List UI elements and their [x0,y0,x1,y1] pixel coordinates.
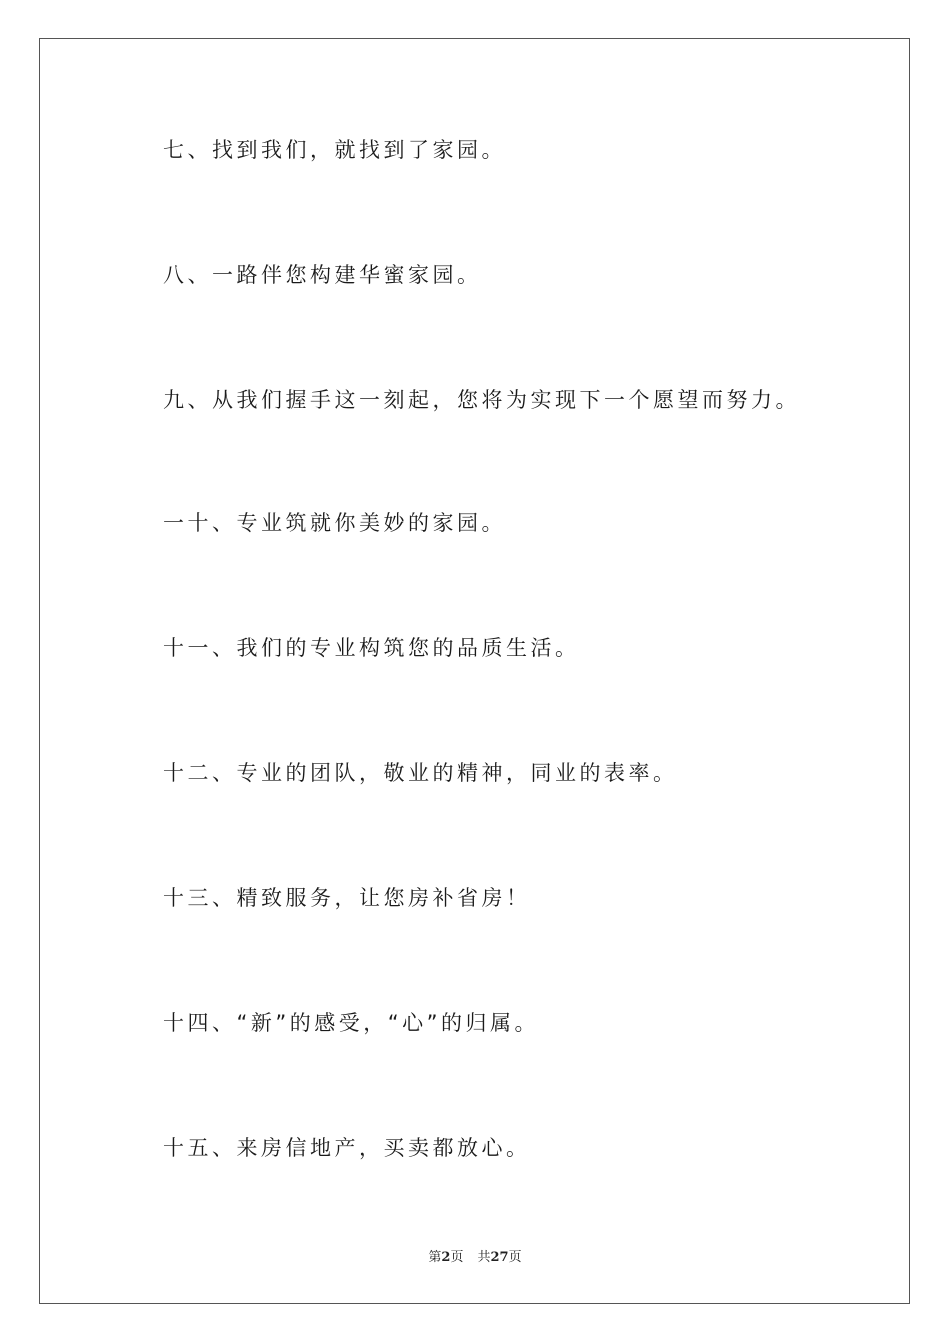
slogan-line-11: 十一、我们的专业构筑您的品质生活。 [163,636,580,660]
total-page-count: 27 [490,1250,509,1265]
slogan-line-12: 十二、专业的团队，敬业的精神，同业的表率。 [163,761,678,785]
page-footer [0,1246,950,1265]
slogan-line-9: 九、从我们握手这一刻起，您将为实现下一个愿望而努力。 [163,388,800,412]
slogan-line-10: 一十、专业筑就你美妙的家园。 [163,511,506,535]
slogan-line-7: 七、找到我们，就找到了家园。 [163,138,506,162]
slogan-line-13: 十三、精致服务，让您房补省房！ [163,886,531,910]
page-border [39,38,910,1304]
footer-total-suffix: 页 [508,1250,522,1265]
footer-page-suffix: 页 [450,1250,464,1265]
footer-prefix: 第 [428,1250,442,1265]
footer-total-prefix: 共 [477,1250,491,1265]
slogan-line-15: 十五、来房信地产，买卖都放心。 [163,1136,531,1160]
current-page-number: 2 [441,1250,451,1265]
slogan-line-14: 十四、“新”的感受，“心”的归属。 [163,1011,540,1035]
slogan-line-8: 八、一路伴您构建华蜜家园。 [163,263,482,287]
